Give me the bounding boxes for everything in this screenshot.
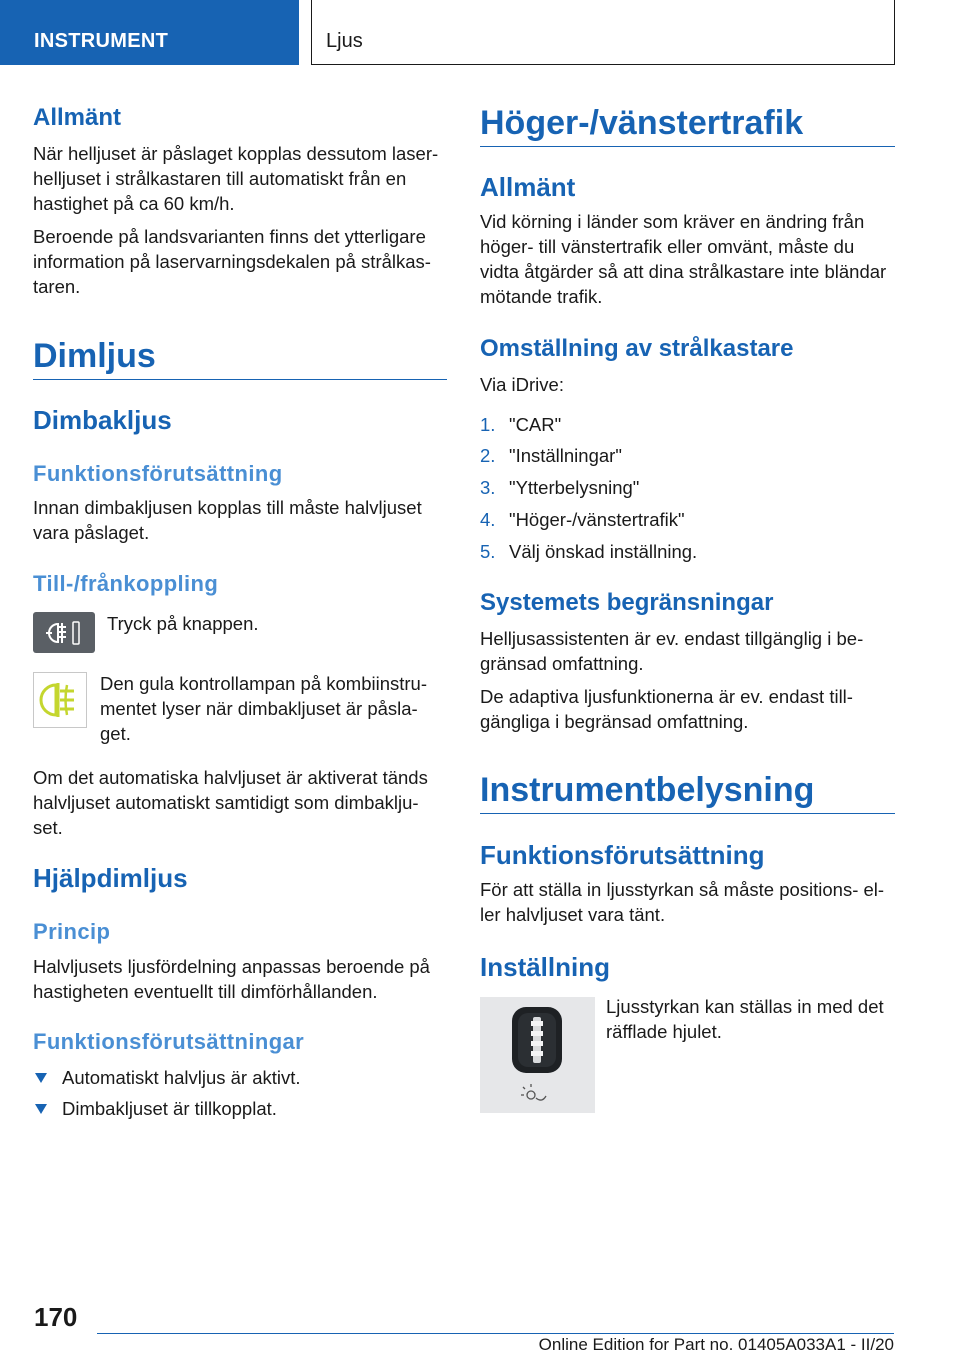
list-number: 3. [480, 477, 496, 498]
paragraph-auto-halvljus: Om det automatiska halvljuset är aktiverat tänds halvljuset automatiskt samtidigt som dimbaklju-set. [33, 767, 428, 838]
paragraph-via-idrive: Via iDrive: [480, 374, 564, 395]
heading-till-frankoppling: Till-/frånkoppling [33, 571, 219, 596]
list-item-text: Välj önskad inställning. [509, 541, 698, 562]
list-number: 2. [480, 445, 496, 466]
lamp-description: Den gula kontrollampan på kombiinstru-mentet lyser när dimbakljuset är påsla-get. [100, 673, 428, 744]
heading-hjalpdimljus: Hjälpdimljus [33, 863, 188, 893]
page-number: 170 [34, 1302, 78, 1332]
heading-allmant: Allmänt [480, 172, 576, 202]
paragraph-allmant-1: När helljuset är påslaget kopplas dessutom laser-helljuset i strålkastaren till automatiskt från en hastighet på ca 60 km/h. [33, 143, 439, 214]
paragraph-allmant: Vid körning i länder som kräver en ändring från höger- till vänstertrafik eller omvänt, måste du vidta åtgärder så att dina strålkastare inte bländar mötande trafik. [480, 211, 887, 307]
section-title: INSTRUMENT [34, 30, 169, 52]
list-item-text: Automatiskt halvljus är aktivt. [62, 1067, 301, 1088]
heading-princip: Princip [33, 919, 111, 944]
heading-funktionsforutsattning: Funktionsförutsättning [33, 461, 283, 486]
button-instruction: Tryck på knappen. [107, 613, 259, 634]
list-number: 4. [480, 509, 496, 530]
heading-rule [480, 813, 895, 814]
footer-edition: Online Edition for Part no. 01405A033A1 - II/20 [538, 1335, 894, 1354]
list-item-text: "CAR" [509, 414, 562, 435]
heading-rule [33, 379, 447, 380]
heading-funktionsforutsattning: Funktionsförutsättning [480, 840, 765, 870]
paragraph-installning: Ljusstyrkan kan ställas in med det räfflade hjulet. [606, 996, 884, 1042]
list-item-text: "Ytterbelysning" [509, 477, 640, 498]
list-number: 5. [480, 541, 496, 562]
rear-fog-light-button-icon [33, 612, 95, 653]
heading-funktionsforutsattningar: Funktionsförutsättningar [33, 1029, 305, 1054]
list-item-text: "Höger-/vänstertrafik" [509, 509, 685, 530]
heading-systemets-begransningar: Systemets begränsningar [480, 589, 774, 616]
list-item-text: "Inställningar" [509, 445, 622, 466]
triangle-bullet-icon [35, 1104, 47, 1114]
heading-omstallning: Omställning av strålkastare [480, 335, 794, 362]
chapter-tab [311, 0, 895, 65]
paragraph-sys-1: Helljusassistenten är ev. endast tillgänglig i be-gränsad omfattning. [480, 628, 864, 674]
section-tab [0, 0, 299, 65]
paragraph-funktion: Innan dimbakljusen kopplas till måste halvljuset vara påslaget. [33, 497, 422, 543]
paragraph-sys-2: De adaptiva ljusfunktionerna är ev. endast till-gängliga i begränsad omfattning. [480, 686, 853, 732]
footer-rule [97, 1333, 894, 1334]
list-item-text: Dimbakljuset är tillkopplat. [62, 1098, 277, 1119]
heading-dimbakljus: Dimbakljus [33, 405, 172, 435]
heading-hoger-vanstertrafik: Höger-/vänstertrafik [480, 104, 804, 142]
paragraph-allmant-2: Beroende på landsvarianten finns det ytterligare information på laservarningsdekalen på strålkas-taren. [33, 226, 431, 297]
heading-rule [480, 146, 895, 147]
paragraph-princip: Halvljusets ljusfördelning anpassas beroende på hastigheten eventuellt till dimförhållanden. [33, 956, 430, 1002]
list-number: 1. [480, 414, 496, 435]
heading-allmant: Allmänt [33, 104, 122, 131]
paragraph-funktion: För att ställa in ljusstyrkan så måste positions- el-ler halvljuset vara tänt. [480, 879, 885, 925]
heading-instrumentbelysning: Instrumentbelysning [480, 771, 815, 809]
heading-installning: Inställning [480, 952, 610, 982]
dimmer-wheel-icon [480, 997, 595, 1113]
heading-dimljus: Dimljus [33, 337, 156, 375]
chapter-title: Ljus [326, 30, 363, 52]
triangle-bullet-icon [35, 1073, 47, 1083]
rear-fog-indicator-icon [33, 672, 87, 728]
